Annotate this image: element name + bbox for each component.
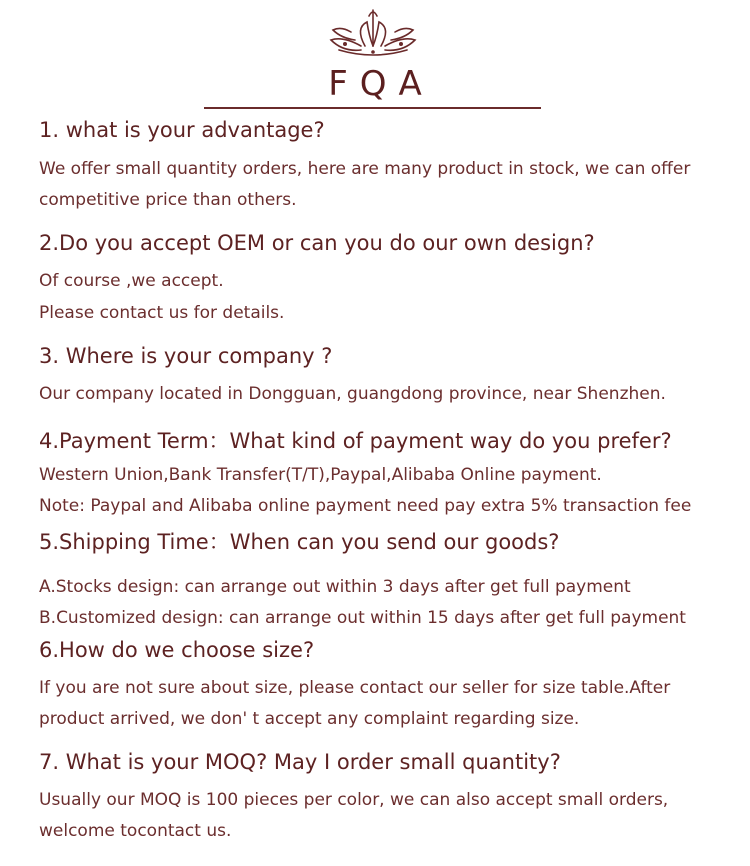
title-divider [204,107,541,109]
faq-question-5: 5.Shipping Time：When can you send our goods? [39,530,560,554]
faq-question-2: 2.Do you accept OEM or can you do our own design? [39,231,595,255]
faq-question-4: 4.Payment Term：What kind of payment way do you prefer? [39,429,672,453]
faq-answer-4-line-1: Western Union,Bank Transfer(T/T),Paypal,Alibaba Online payment. [39,465,602,485]
faq-question-6: 6.How do we choose size? [39,638,315,662]
faq-answer-7-line-1: Usually our MOQ is 100 pieces per color, we can also accept small orders, [39,790,669,810]
faq-answer-2-line-1: Of course ,we accept. [39,271,224,291]
faq-answer-7-line-2: welcome tocontact us. [39,821,232,841]
faq-question-1: 1. what is your advantage? [39,118,325,142]
faq-answer-2-line-2: Please contact us for details. [39,303,285,323]
faq-answer-5-line-2: B.Customized design: can arrange out within 15 days after get full payment [39,608,686,628]
faq-answer-3-line-1: Our company located in Dongguan, guangdong province, near Shenzhen. [39,384,666,404]
page-title: FQA [328,64,434,104]
faq-answer-6-line-1: If you are not sure about size, please contact our seller for size table.After [39,678,671,698]
faq-answer-6-line-2: product arrived, we don' t accept any complaint regarding size. [39,709,580,729]
lotus-logo-icon [325,6,421,60]
faq-question-7: 7. What is your MOQ? May I order small quantity? [39,750,561,774]
faq-answer-1-line-2: competitive price than others. [39,190,297,210]
faq-answer-5-line-1: A.Stocks design: can arrange out within 3 days after get full payment [39,577,631,597]
faq-answer-1-line-1: We offer small quantity orders, here are many product in stock, we can offer [39,159,691,179]
faq-answer-4-line-2: Note: Paypal and Alibaba online payment need pay extra 5% transaction fee [39,496,692,516]
faq-question-3: 3. Where is your company ? [39,344,333,368]
